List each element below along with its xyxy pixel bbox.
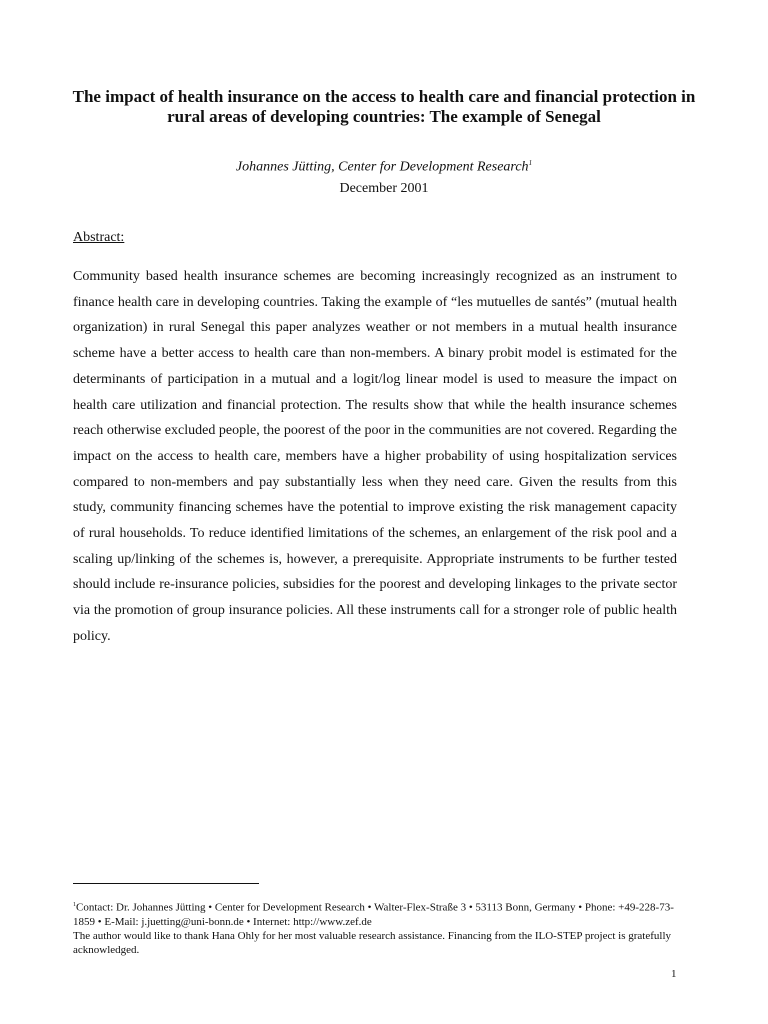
footnotes <box>73 898 683 957</box>
footnote-acknowledgement: The author would like to thank Hana Ohly for her most valuable research assistance. Financing from the ILO-STEP project is gratefully acknowledged. <box>73 929 672 956</box>
page-number: 1 <box>671 968 677 980</box>
author-name-affiliation: Johannes Jütting, Center for Development Research <box>235 159 529 175</box>
footnote-contact-text: Contact: Dr. Johannes Jütting • Center for Development Research • Walter-Flex-Straße 3 • 53113 Bonn, Germany • Phone: +49-228-73-1859 • E-Mail: j.juetting@uni-bonn.de • Internet: http://www.zef.de <box>73 901 674 928</box>
footnote-separator <box>73 883 259 884</box>
author-footnote-marker[interactable]: 1 <box>528 159 533 167</box>
abstract-body: Community based health insurance schemes are becoming increasingly recognized as an instrument to finance health care in developing countries. Taking the example of “les mutuelles de santés” (mutual health organization) in rural Senegal this paper analyzes weather or not members in a mutual health insurance scheme have a better access to health care than non-members. A binary probit model is estimated for the determinants of participation in a mutual and a logit/log linear model is used to measure the impact on health care utilization and financial protection. The results show that while the health insurance schemes reach otherwise excluded people, the poorest of the poor in the communities are not covered. Regarding the impact on the access to health care, members have a higher probability of using hospitalization services compared to non-members and pay substantially less when they need care. Given the results from this study, community financing schemes have the potential to improve existing the risk management capacity of rural households. To reduce identified limitations of the schemes, an enlargement of the risk pool and a scaling up/linking of the schemes is, however, a prerequisite. Appropriate instruments to be further tested should include re-insurance policies, subsidies for the poorest and developing linkages to the private sector via the promotion of group insurance policies. All these instruments call for a stronger role of public health policy. <box>73 269 677 644</box>
paper-title: The impact of health insurance on the access to health care and financial protection in rural areas of developing countries: The example of Senegal <box>72 87 696 126</box>
author-line <box>60 154 708 177</box>
footnote-marker: 1 <box>73 902 76 908</box>
footnote-contact <box>73 898 683 929</box>
publication-date: December 2001 <box>339 181 429 196</box>
abstract-heading: Abstract: <box>73 230 125 245</box>
